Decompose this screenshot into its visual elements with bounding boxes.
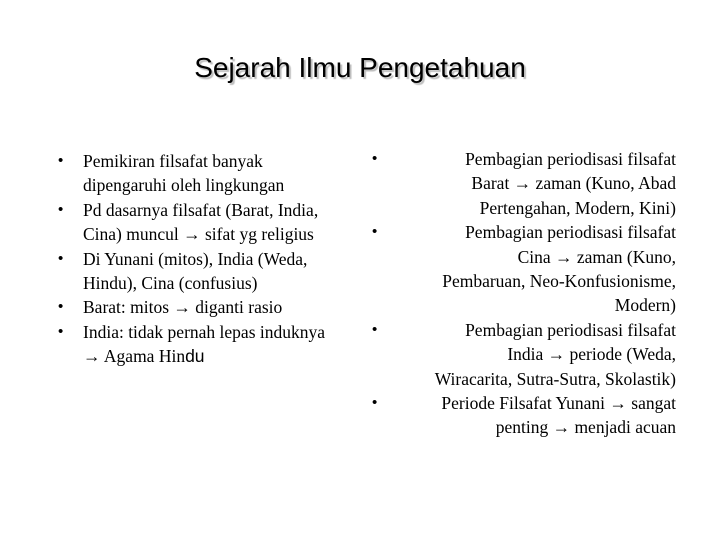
bullet-icon: •	[58, 152, 64, 169]
bullet-icon: •	[372, 394, 378, 412]
right-bullet-item	[372, 147, 676, 220]
bullet-icon: •	[372, 150, 378, 167]
right-bullet-item	[372, 318, 676, 391]
bullet-text-line: India → periode (Weda,	[507, 344, 676, 365]
bullet-text-line	[83, 344, 370, 368]
left-bullet-item	[58, 320, 370, 369]
bullet-text-line: Pembagian periodisasi filsafat	[465, 222, 676, 243]
bullet-icon: •	[58, 322, 64, 340]
bullet-text-line: Cina) muncul → sifat yg religius	[83, 224, 314, 245]
bullet-text-line: Pemikiran filsafat banyak	[83, 151, 263, 171]
left-bullet-item	[58, 149, 370, 198]
bullet-text-line: Barat → zaman (Kuno, Abad	[471, 173, 676, 194]
left-bullet-list	[58, 149, 370, 369]
bullet-text-line: Modern)	[614, 295, 676, 316]
bullet-text-segment: du	[185, 346, 205, 367]
bullet-icon: •	[58, 298, 64, 316]
bullet-text-segment: → Agama Hin	[83, 346, 186, 367]
bullet-text	[83, 295, 370, 319]
bullet-text-line: Hindu), Cina (confusius)	[83, 273, 258, 294]
bullet-text-line: Cina → zaman (Kuno,	[517, 246, 676, 267]
bullet-text	[83, 247, 370, 296]
left-bullet-item	[58, 247, 370, 296]
bullet-text	[400, 391, 676, 440]
bullet-icon: •	[372, 320, 378, 338]
bullet-text-line: India: tidak pernah lepas induknya	[83, 321, 326, 342]
bullet-text	[400, 318, 676, 391]
slide-title: Sejarah Ilmu Pengetahuan	[194, 52, 526, 83]
bullet-icon: •	[372, 223, 378, 241]
bullet-text	[83, 149, 370, 198]
right-bullet-list	[372, 147, 676, 440]
right-bullet-item	[372, 391, 676, 440]
bullet-text-line: Di Yunani (mitos), India (Weda,	[83, 248, 308, 269]
left-bullet-item	[58, 295, 370, 319]
bullet-text	[400, 220, 676, 318]
bullet-text-line: Periode Filsafat Yunani → sangat	[441, 393, 676, 414]
bullet-text-line: dipengaruhi oleh lingkungan	[83, 175, 285, 196]
right-bullet-item	[372, 220, 676, 318]
bullet-text-line: Pertengahan, Modern, Kini)	[479, 197, 676, 218]
bullet-text	[83, 320, 370, 369]
bullet-text-line: penting → menjadi acuan	[495, 417, 676, 438]
bullet-text	[400, 147, 676, 220]
left-bullet-item	[58, 198, 370, 247]
bullet-text-line: Barat: mitos → diganti rasio	[83, 297, 283, 318]
bullet-text-line: Pembagian periodisasi filsafat	[465, 319, 676, 340]
bullet-icon: •	[58, 200, 64, 218]
bullet-text-line: Pembaruan, Neo-Konfusionisme,	[442, 271, 676, 292]
bullet-text-line: Wiracarita, Sutra-Sutra, Skolastik)	[434, 368, 676, 389]
bullet-text-line: Pd dasarnya filsafat (Barat, India,	[83, 199, 319, 220]
bullet-icon: •	[58, 249, 64, 267]
bullet-text-line: Pembagian periodisasi filsafat	[465, 149, 676, 169]
bullet-text	[83, 198, 370, 247]
